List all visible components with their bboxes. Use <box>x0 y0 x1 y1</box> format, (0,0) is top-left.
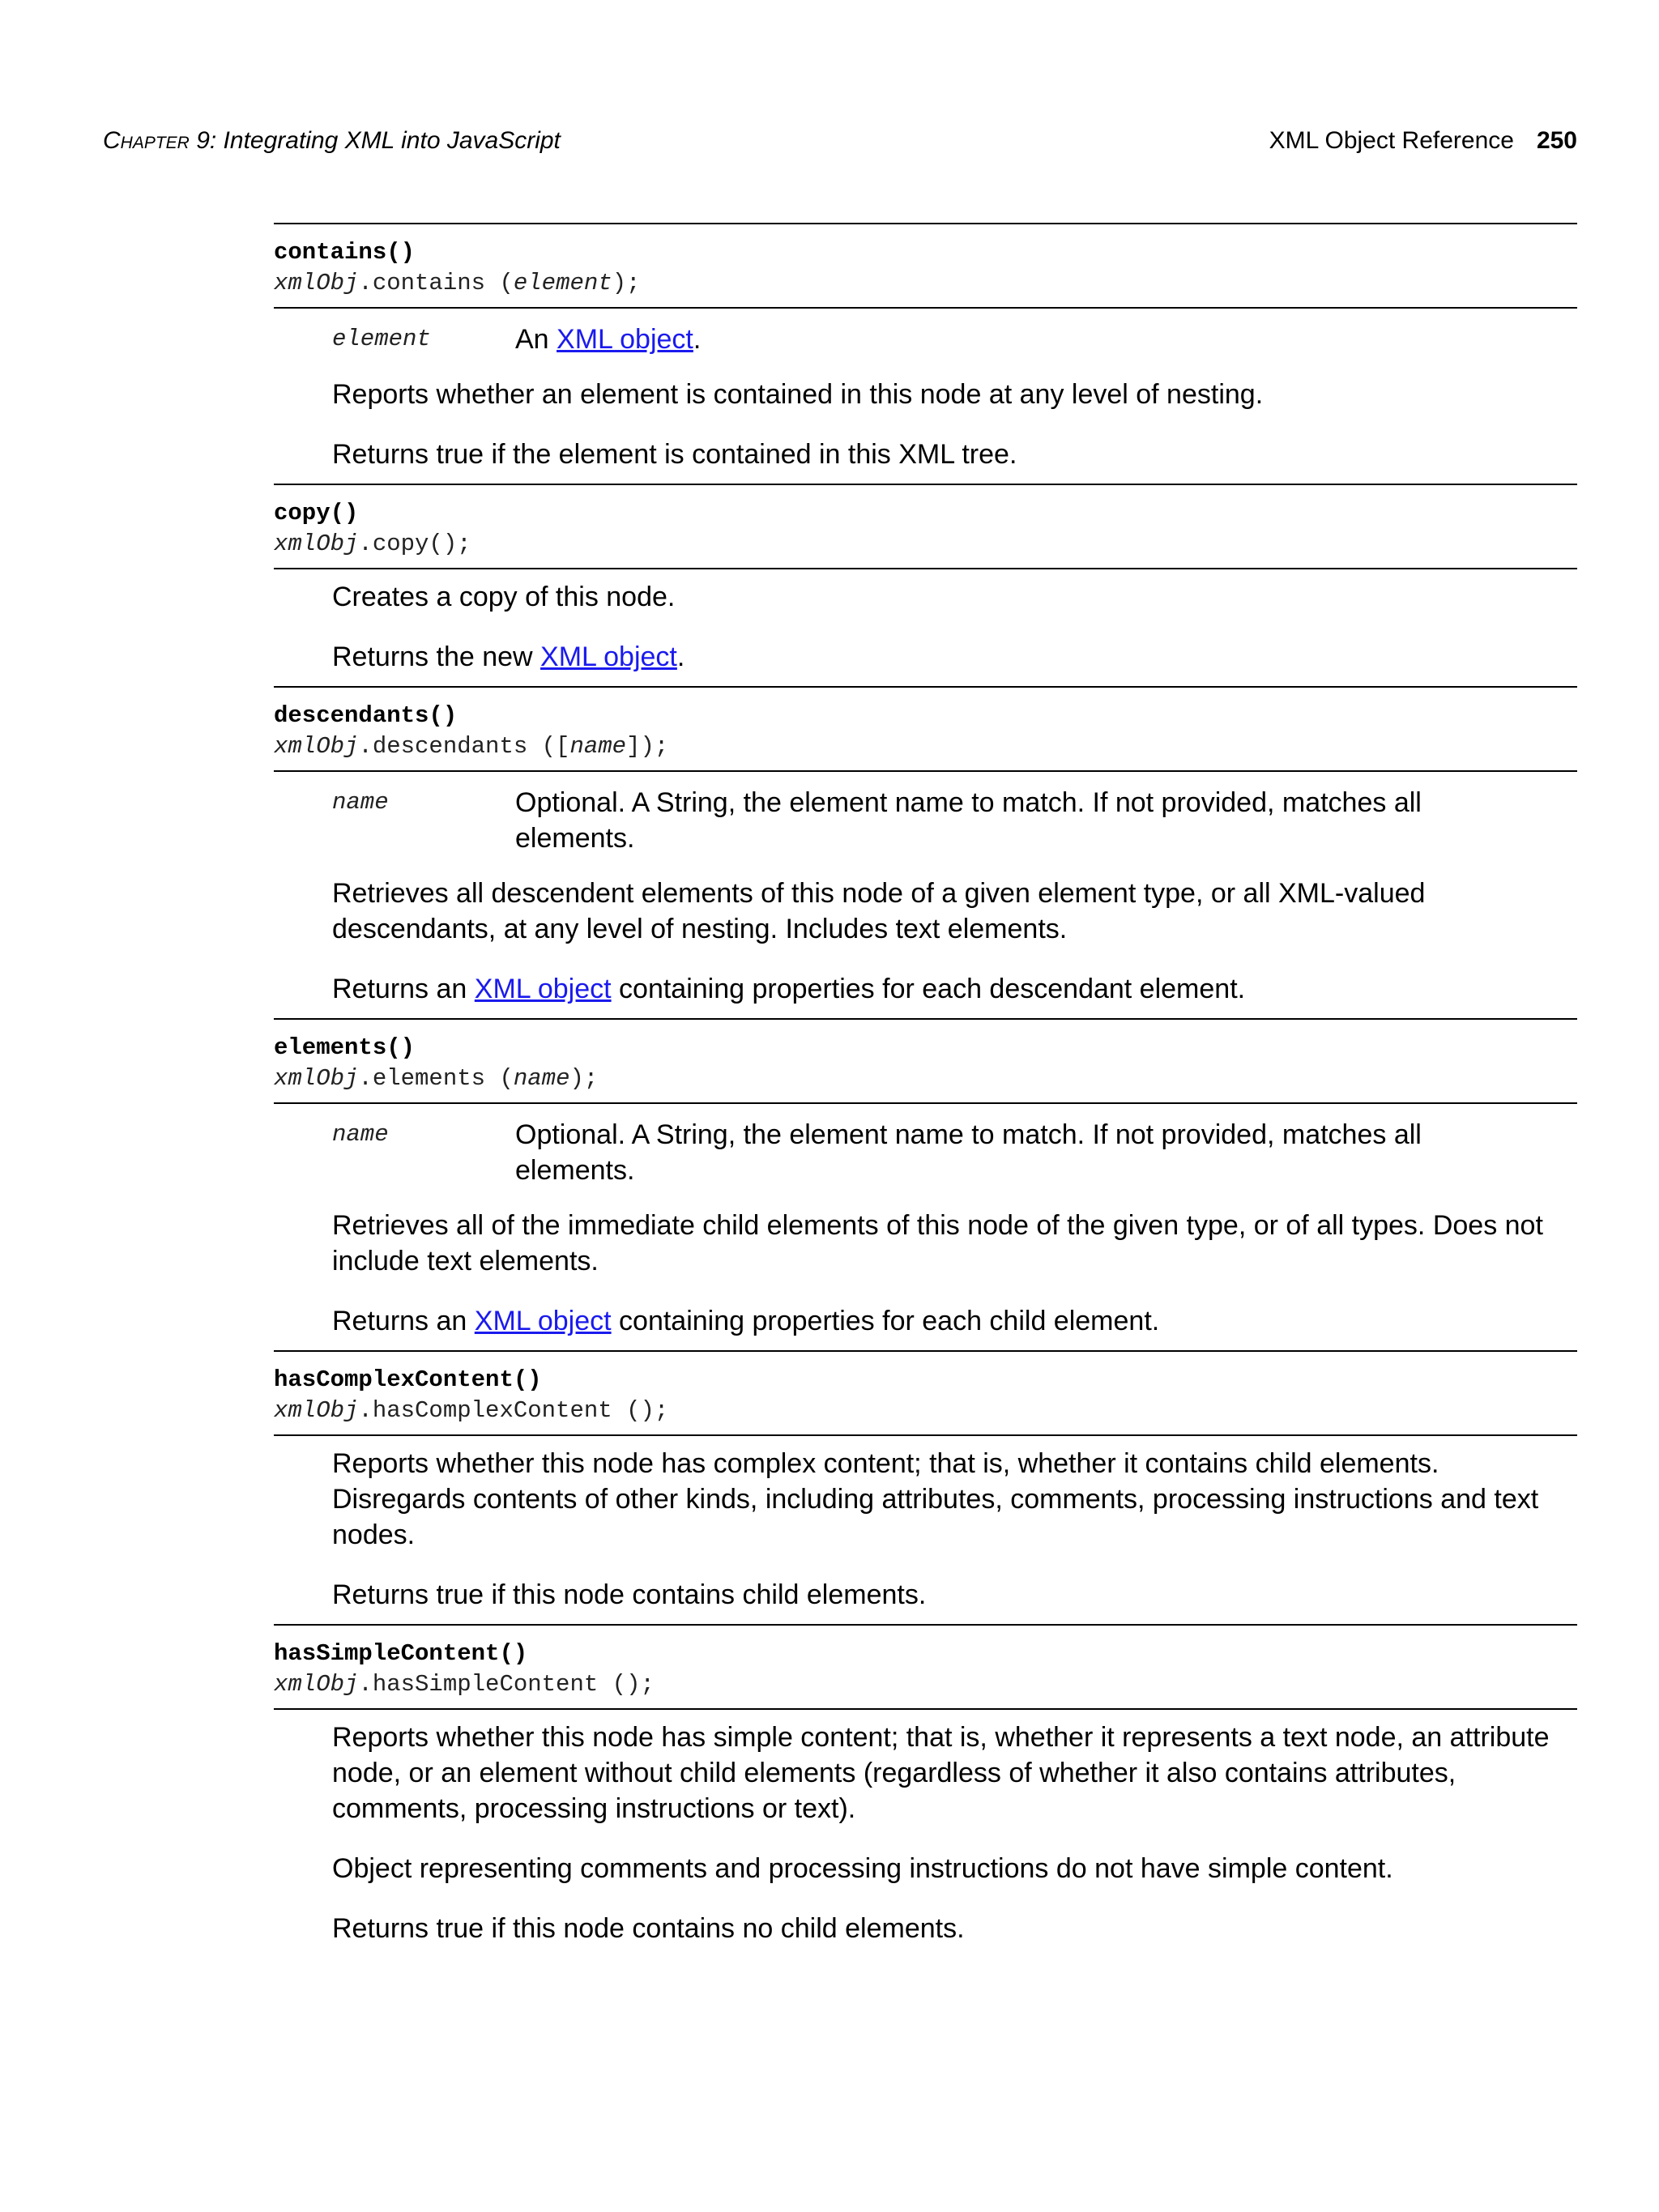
entry-contains <box>274 223 1577 484</box>
signature-has-complex-content <box>274 1350 1577 1436</box>
reference-content <box>274 223 1577 1958</box>
param-name: element <box>332 326 431 352</box>
call-text: ); <box>569 1065 599 1092</box>
param-row <box>332 1117 1577 1188</box>
method-name: hasSimpleContent() <box>274 1640 528 1667</box>
description: Reports whether this node has simple content; that is, whether it represents a text node, an attribute node, or an element without child elements (regardless of whether it also contains attributes, comments, processing instructions or text). <box>332 1722 1550 1824</box>
returns: Returns an XML object containing properties for each descendant element. <box>332 974 1246 1004</box>
entry-has-simple-content <box>274 1624 1577 1958</box>
section-title: XML Object Reference <box>1269 127 1514 154</box>
xml-object-link[interactable]: XML object <box>557 324 693 355</box>
chapter-rest: 9: Integrating XML into JavaScript <box>189 127 561 154</box>
method-call <box>274 529 1577 560</box>
method-name: descendants() <box>274 702 458 729</box>
returns: Returns an XML object containing properties for each child element. <box>332 1306 1160 1336</box>
signature-descendants <box>274 686 1577 772</box>
entry-body <box>274 1436 1577 1624</box>
returns: Returns the new XML object. <box>332 641 685 672</box>
obj-name: xmlObj <box>274 1671 359 1698</box>
entry-body <box>274 569 1577 686</box>
call-text: ]); <box>626 733 669 760</box>
arg-name: element <box>513 270 612 296</box>
method-call <box>274 1669 1577 1700</box>
signature-copy <box>274 484 1577 569</box>
entry-body <box>274 772 1577 1018</box>
note: Object representing comments and processing instructions do not have simple content. <box>332 1853 1393 1884</box>
description: Reports whether this node has complex content; that is, whether it contains child elements. Disregards contents of other kinds, including attributes, comments, processing instructions and text nodes. <box>332 1448 1539 1550</box>
signature-elements <box>274 1018 1577 1104</box>
entry-copy <box>274 484 1577 686</box>
method-name: copy() <box>274 500 359 526</box>
param-row <box>332 322 1577 357</box>
returns: Returns true if this node contains no child elements. <box>332 1913 965 1944</box>
returns: Returns true if this node contains child elements. <box>332 1579 927 1610</box>
description: Reports whether an element is contained in this node at any level of nesting. <box>332 379 1264 410</box>
param-name: name <box>332 1121 389 1148</box>
obj-name: xmlObj <box>274 531 359 557</box>
arg-name: name <box>569 733 627 760</box>
method-call <box>274 1396 1577 1426</box>
method-name: hasComplexContent() <box>274 1366 542 1393</box>
method-call <box>274 268 1577 299</box>
chapter-title <box>103 127 561 155</box>
call-text: .hasComplexContent (); <box>358 1397 669 1424</box>
obj-name: xmlObj <box>274 1397 359 1424</box>
page-number: 250 <box>1536 127 1577 154</box>
description: Creates a copy of this node. <box>332 582 676 612</box>
obj-name: xmlObj <box>274 1065 359 1092</box>
header-right <box>1269 127 1577 155</box>
method-call <box>274 731 1577 762</box>
param-desc: Optional. A String, the element name to match. If not provided, matches all elements. <box>515 1119 1422 1186</box>
xml-object-link[interactable]: XML object <box>540 641 677 672</box>
param-name: name <box>332 789 389 816</box>
entry-body <box>274 1104 1577 1350</box>
entry-body <box>274 1710 1577 1958</box>
param-desc: Optional. A String, the element name to match. If not provided, matches all elements. <box>515 787 1422 854</box>
call-text: .descendants ([ <box>358 733 570 760</box>
description: Retrieves all descendent elements of this node of a given element type, or all XML-valued descendants, at any level of nesting. Includes text elements. <box>332 878 1426 944</box>
method-name: elements() <box>274 1034 416 1061</box>
call-text: .hasSimpleContent (); <box>358 1671 655 1698</box>
method-call <box>274 1063 1577 1094</box>
entry-descendants <box>274 686 1577 1018</box>
chapter-prefix: Chapter <box>103 127 190 154</box>
call-text: ); <box>612 270 641 296</box>
obj-name: xmlObj <box>274 270 359 296</box>
param-row <box>332 785 1577 856</box>
entry-elements <box>274 1018 1577 1350</box>
description: Retrieves all of the immediate child elements of this node of the given type, or of all types. Does not include text elements. <box>332 1210 1543 1276</box>
signature-has-simple-content <box>274 1624 1577 1710</box>
call-text: .contains ( <box>358 270 514 296</box>
entry-has-complex-content <box>274 1350 1577 1624</box>
entry-body <box>274 309 1577 484</box>
signature-contains <box>274 223 1577 309</box>
arg-name: name <box>513 1065 570 1092</box>
obj-name: xmlObj <box>274 733 359 760</box>
xml-object-link[interactable]: XML object <box>474 1306 612 1336</box>
returns: Returns true if the element is contained in this XML tree. <box>332 439 1017 470</box>
xml-object-link[interactable]: XML object <box>474 974 612 1004</box>
call-text: .elements ( <box>358 1065 514 1092</box>
page-header <box>103 127 1577 160</box>
method-name: contains() <box>274 239 416 266</box>
call-text: .copy(); <box>358 531 471 557</box>
param-desc: An XML object. <box>515 324 702 355</box>
